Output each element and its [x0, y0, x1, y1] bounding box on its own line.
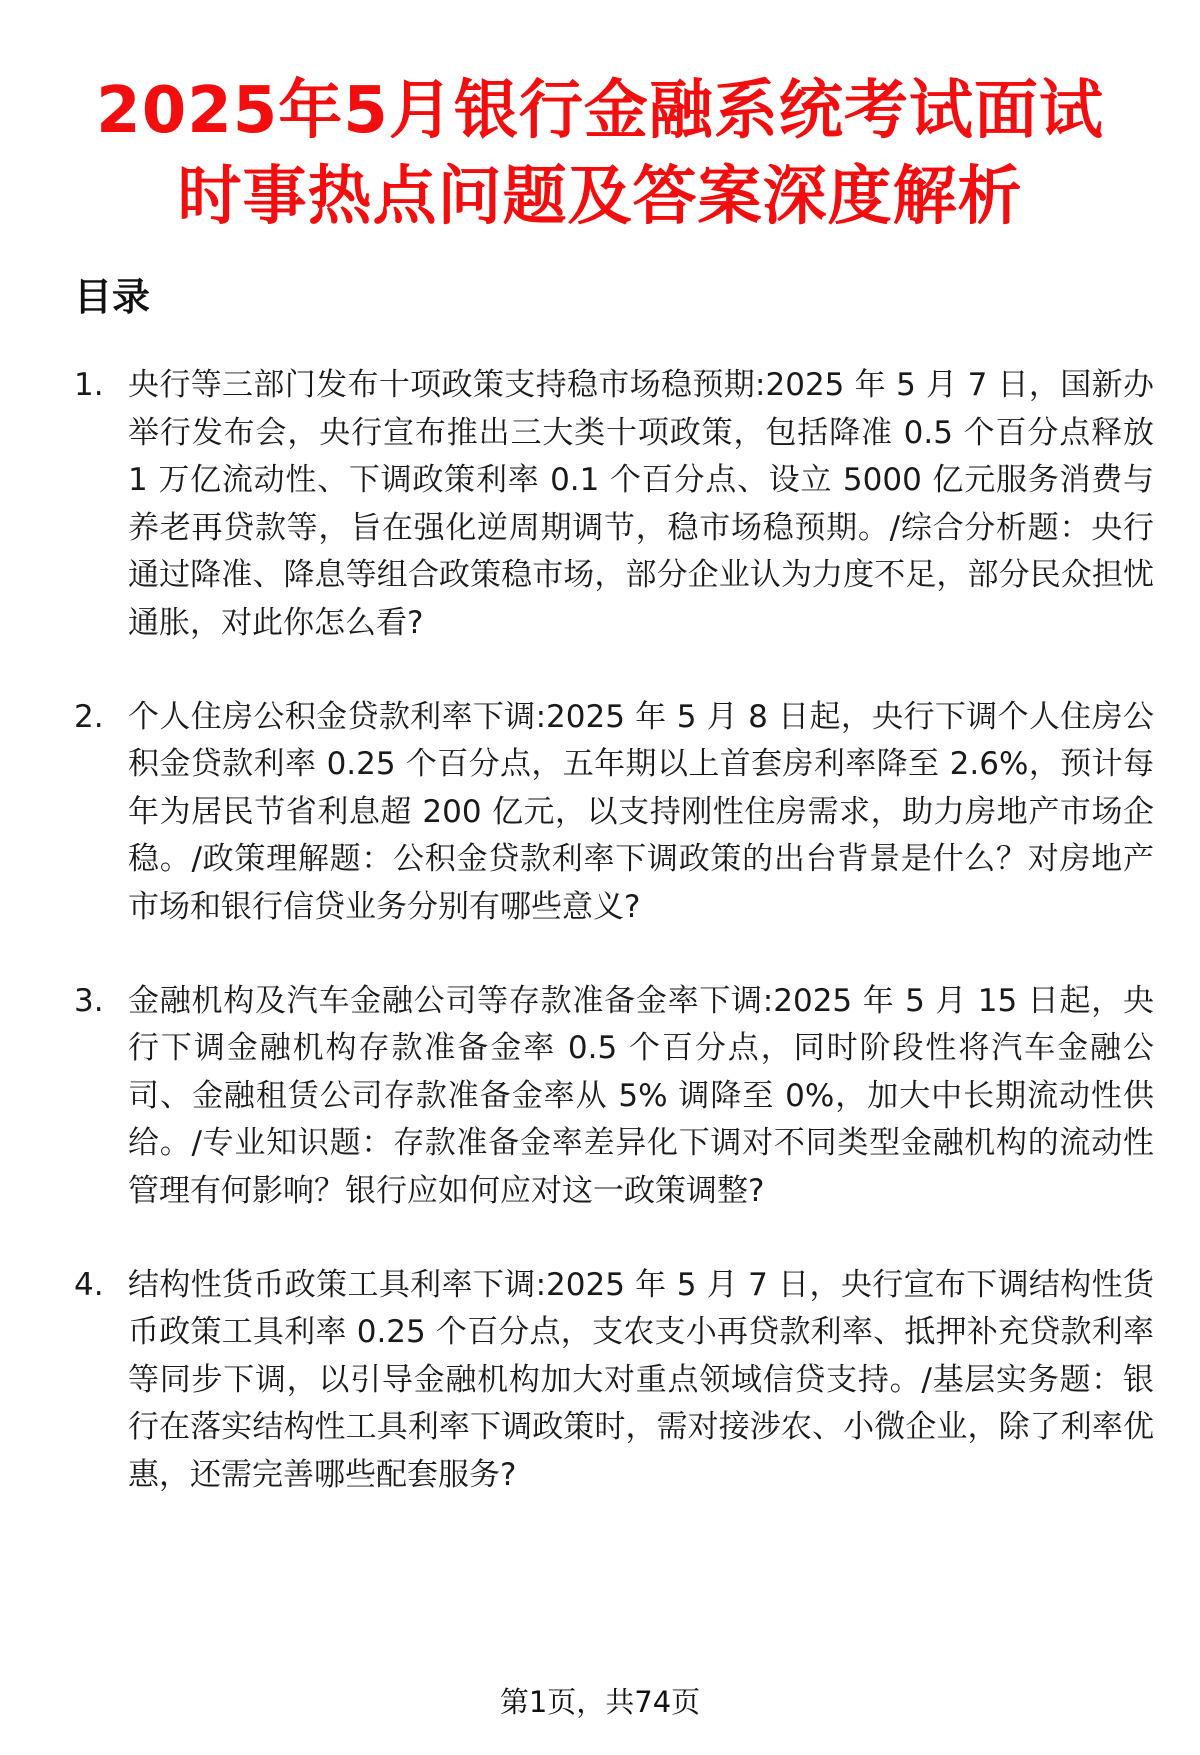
toc-item-number: 4. [74, 1266, 104, 1303]
toc-item-text: 结构性货币政策工具利率下调:2025 年 5 月 7 日，央行宣布下调结构性货币政策工具利率 0.25 个百分点，支农支小再贷款利率、抵押补充贷款利率等同步下调，以引导金融机构加大对重点领域信贷支持。/基层实务题：银行在落实结构性工具利率下调政策时，需对接涉农、小微企业，除了利率优惠，还需完善哪些配套服务? [128, 1266, 1154, 1493]
toc-item-text: 央行等三部门发布十项政策支持稳市场稳预期:2025 年 5 月 7 日，国新办举行发布会，央行宣布推出三大类十项政策，包括降准 0.5 个百分点释放 1 万亿流动性、下调政策利率 0.1 个百分点、设立 5000 亿元服务消费与养老再贷款等，旨在强化逆周期调节，稳市场稳预期。/综合分析题：央行通过降准、降息等组合政策稳市场，部分企业认为力度不足，部分民众担忧通胀，对此你怎么看? [128, 367, 1154, 641]
toc-item-2 [74, 694, 1154, 932]
toc-list [74, 362, 1154, 1545]
toc-item-number: 3. [74, 982, 104, 1019]
toc-heading: 目录 [74, 275, 151, 319]
toc-item-text: 个人住房公积金贷款利率下调:2025 年 5 月 8 日起，央行下调个人住房公积金贷款利率 0.25 个百分点，五年期以上首套房利率降至 2.6%，预计每年为居民节省利息超 200 亿元，以支持刚性住房需求，助力房地产市场企稳。/政策理解题：公积金贷款利率下调政策的出台背景是什么？对房地产市场和银行信贷业务分别有哪些意义? [128, 698, 1154, 925]
toc-item-1 [74, 362, 1154, 648]
toc-item-3 [74, 978, 1154, 1216]
title-line-2: 时事热点问题及答案深度解析 [177, 160, 1023, 234]
toc-item-text: 金融机构及汽车金融公司等存款准备金率下调:2025 年 5 月 15 日起，央行下调金融机构存款准备金率 0.5 个百分点，同时阶段性将汽车金融公司、金融租赁公司存款准备金率从 5% 调降至 0%，加大中长期流动性供给。/专业知识题：存款准备金率差异化下调对不同类型金融机构的流动性管理有何影响？银行应如何应对这一政策调整? [128, 982, 1154, 1209]
page-number-footer: 第1页，共74页 [499, 1685, 701, 1719]
title-line-1: 2025年5月银行金融系统考试面试 [96, 74, 1104, 148]
document-title [0, 68, 1200, 240]
toc-item-4 [74, 1262, 1154, 1500]
toc-item-number: 2. [74, 698, 104, 735]
toc-item-number: 1. [74, 367, 104, 403]
